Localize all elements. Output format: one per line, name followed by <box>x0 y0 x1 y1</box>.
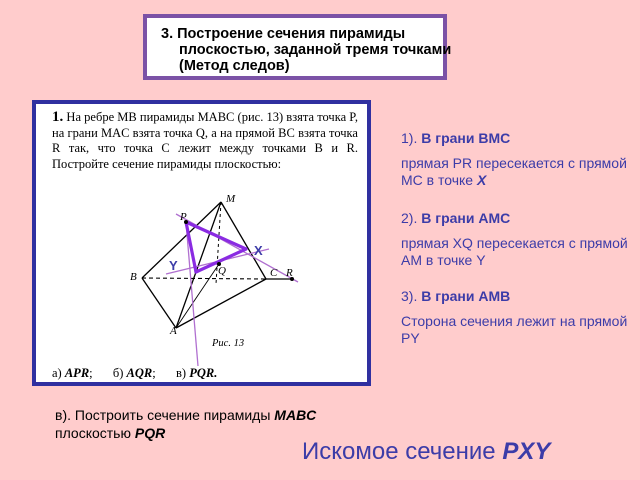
option-b-label: б) <box>112 366 124 380</box>
label-Y: Y <box>169 258 178 273</box>
bottom-prefix: в). Построить сечение пирамиды <box>55 407 275 423</box>
option-b-value: AQR <box>126 366 153 380</box>
task-statement: На ребре MB пирамиды MABC (рис. 13) взята точка P, на грани MAC взята точка Q, а на прямой BC взята точка R так, что точка C лежит между точками B и R. Постройте сечение пирамиды плоскостью: <box>52 110 359 171</box>
step-2-text: прямая XQ пересекается с прямой AM в точке Y <box>401 235 628 268</box>
bottom-plane: PQR <box>134 425 166 441</box>
option-a-value: APR <box>64 366 90 380</box>
option-c-label: в) <box>175 366 187 380</box>
answer-options: а) APR; б) AQR; в) PQR. <box>52 366 218 380</box>
task-number: 1. <box>52 109 64 125</box>
title-line-3: (Метод следов) <box>179 58 290 74</box>
step-2 <box>401 210 631 269</box>
edge-AC <box>176 279 266 328</box>
final-section: PXY <box>502 438 551 465</box>
label-C: C <box>270 267 278 279</box>
step-1-point: X <box>476 172 487 188</box>
task-box <box>32 100 371 386</box>
step-2-number: 2). <box>401 210 418 226</box>
step-2-heading: В грани АМС <box>421 210 511 226</box>
step-3-heading: В грани АМВ <box>421 288 511 304</box>
edge-BC-hidden <box>142 278 266 279</box>
edge-BA <box>142 278 176 328</box>
step-1 <box>401 130 631 189</box>
bottom-task <box>55 406 375 442</box>
title-line-1: 3. Построение сечения пирамиды <box>161 26 406 42</box>
title-box <box>143 14 452 80</box>
label-B: B <box>130 271 137 283</box>
label-X: X <box>254 243 263 258</box>
final-answer <box>302 438 550 466</box>
figure-caption: Рис. 13 <box>212 338 245 349</box>
bottom-middle: плоскостью <box>55 425 135 441</box>
label-R: R <box>286 267 293 279</box>
label-P: P <box>180 211 187 223</box>
line-Q-to-A <box>176 264 219 328</box>
step-3-number: 3). <box>401 288 418 304</box>
label-Q: Q <box>218 265 226 277</box>
final-prefix: Искомое сечение <box>302 438 503 465</box>
label-A: A <box>170 325 177 337</box>
step-1-heading: В грани ВМС <box>421 130 511 146</box>
bottom-pyramid: MABC <box>274 407 317 423</box>
section-line-PX <box>186 222 246 249</box>
step-1-text: прямая PR пересекается с прямой МС в точке <box>401 155 627 188</box>
step-3-text: Сторона сечения лежит на прямой PY <box>401 313 628 346</box>
option-c-value: PQR. <box>189 366 218 380</box>
title-line-2: плоскостью, заданной тремя точками <box>179 42 452 58</box>
label-M: M <box>226 193 236 205</box>
slide-title <box>161 26 452 74</box>
pyramid-diagram <box>36 104 367 382</box>
step-3 <box>401 288 631 347</box>
option-a-label: а) <box>52 366 62 380</box>
step-1-number: 1). <box>401 130 418 146</box>
